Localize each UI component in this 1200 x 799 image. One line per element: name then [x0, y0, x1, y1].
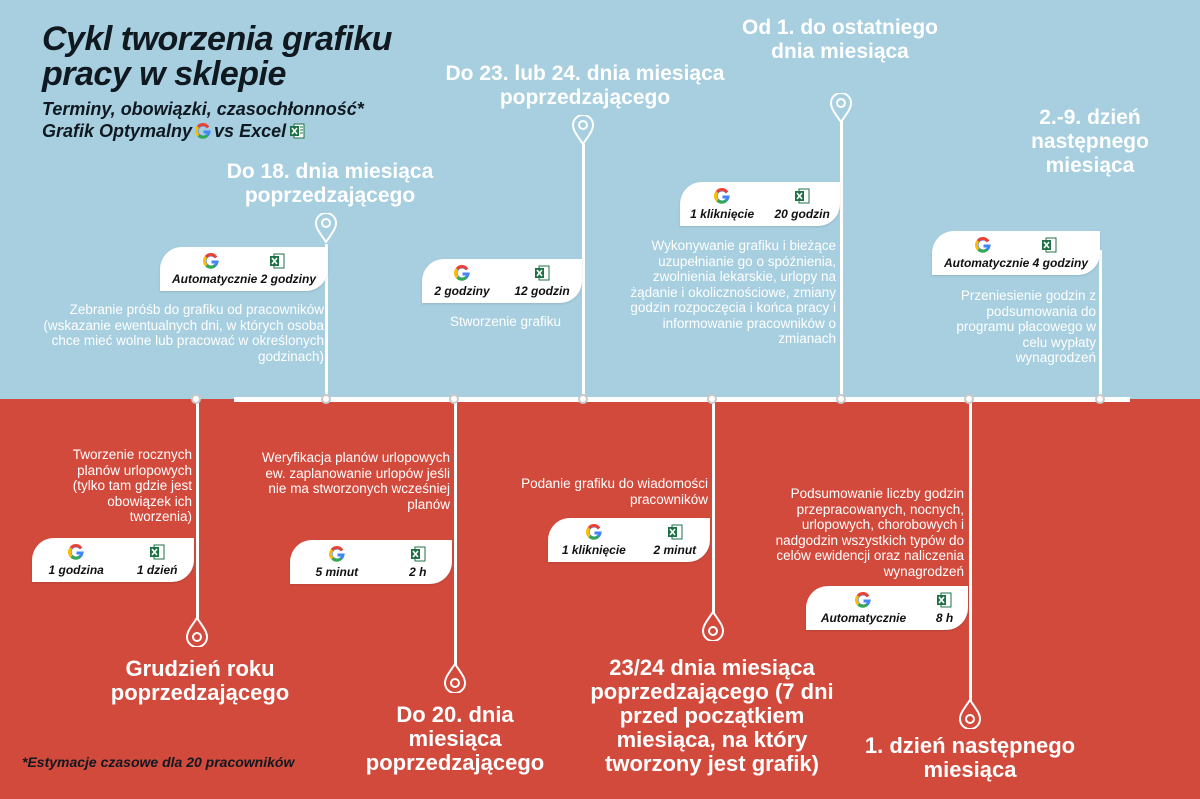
- axis-dot: [191, 394, 201, 404]
- step-heading-bottom-4: 1. dzień następnego miesiąca: [864, 733, 1076, 782]
- connector-top-4: [1099, 250, 1102, 400]
- google-logo-icon: [195, 123, 211, 139]
- time-card-bottom-2: [290, 540, 452, 584]
- step-description-top-3: Wykonywanie grafiku i bieżące uzupełnianie go o spóźnienia, zwolnienia lekarskie, urlopy na żądanie i okolicznościowe, zmiany godzin rozpoczęcia i końca pracy i informowanie pracowników o zmianach: [630, 238, 836, 346]
- google-logo-icon: [586, 524, 602, 540]
- map-pin-icon: [702, 611, 724, 641]
- google-logo-icon: [975, 237, 991, 253]
- axis-dot: [321, 394, 331, 404]
- step-heading-top-2: Do 23. lub 24. dnia miesiąca poprzedzającego: [445, 62, 725, 109]
- time-excel: 2 h: [409, 564, 427, 579]
- map-pin-icon: [444, 663, 466, 693]
- map-pin-icon: [830, 93, 852, 123]
- connector-bottom-3: [712, 400, 715, 614]
- step-heading-bottom-3: 23/24 dnia miesiąca poprzedzającego (7 dni przed początkiem miesiąca, na który tworzony jest grafik): [590, 655, 834, 776]
- time-google: Automatycznie 2 godziny: [171, 271, 317, 286]
- step-description-bottom-3: Podanie grafiku do wiadomości pracowników: [521, 476, 708, 507]
- subtitle-brand: Grafik Optymalny: [42, 121, 193, 141]
- excel-logo-icon: [667, 524, 683, 540]
- time-excel: 20 godzin: [774, 206, 830, 221]
- google-logo-icon: [68, 544, 84, 560]
- excel-logo-icon: [936, 592, 952, 608]
- time-google: 1 kliknięcie: [561, 542, 626, 557]
- step-description-bottom-4: Podsumowanie liczby godzin przepracowanych, nocnych, urlopowych, chorobowych i nadgodzin wszystkich typów do celów ewidencji oraz naliczenia wynagrodzeń: [775, 486, 964, 579]
- step-description-top-4: Przeniesienie godzin z podsumowania do programu płacowego w celu wypłaty wynagrodzeń: [956, 288, 1096, 365]
- excel-logo-icon: [794, 188, 810, 204]
- step-description-top-1: Zebranie próśb do grafiku od pracowników (wskazanie ewentualnych dni, w których osoba chce mieć wolne lub pracować w określonych godzinach): [43, 302, 324, 364]
- time-google: Automatycznie: [820, 610, 907, 625]
- time-card-top-1: [160, 247, 328, 291]
- connector-top-3: [840, 120, 843, 400]
- axis-dot: [707, 394, 717, 404]
- excel-logo-icon: [269, 253, 285, 269]
- excel-logo-icon: [410, 546, 426, 562]
- connector-bottom-4: [969, 400, 972, 702]
- map-pin-icon: [315, 213, 337, 243]
- timeline-axis: [234, 397, 1130, 402]
- step-heading-bottom-1: Grudzień roku poprzedzającego: [110, 656, 290, 705]
- step-description-top-2: Stworzenie grafiku: [450, 314, 562, 329]
- step-description-bottom-2: Weryfikacja planów urlopowych ew. zaplanowanie urlopów jeśli nie ma stworzonych wcześniej planów: [261, 450, 450, 512]
- step-description-bottom-1: Tworzenie rocznych planów urlopowych (tylko tam gdzie jest obowiązek ich tworzenia): [72, 447, 192, 524]
- step-heading-top-1: Do 18. dnia miesiąca poprzedzającego: [226, 160, 434, 207]
- subtitle: [42, 98, 442, 142]
- excel-logo-icon: [149, 544, 165, 560]
- google-logo-icon: [855, 592, 871, 608]
- time-google: 1 kliknięcie: [690, 206, 755, 221]
- time-excel: 1 dzień: [136, 562, 178, 577]
- axis-dot: [1095, 394, 1105, 404]
- time-google: 5 minut: [315, 564, 359, 579]
- map-pin-icon: [186, 617, 208, 647]
- axis-dot: [836, 394, 846, 404]
- page-title: Cykl tworzenia grafiku pracy w sklepie: [42, 20, 392, 93]
- map-pin-icon: [959, 699, 981, 729]
- step-heading-top-4: 2.-9. dzień następnego miesiąca: [1031, 106, 1149, 177]
- axis-dot: [964, 394, 974, 404]
- google-logo-icon: [454, 265, 470, 281]
- axis-dot: [578, 394, 588, 404]
- map-pin-icon: [572, 115, 594, 145]
- time-google: 2 godziny: [434, 283, 490, 298]
- time-google: Automatycznie 4 godziny: [943, 255, 1089, 270]
- time-card-top-4: [932, 231, 1100, 275]
- time-excel: 2 minut: [653, 542, 697, 557]
- connector-bottom-2: [454, 400, 457, 666]
- time-google: 1 godzina: [48, 562, 104, 577]
- time-excel: 12 godzin: [514, 283, 570, 298]
- excel-logo-icon: [289, 123, 305, 139]
- axis-dot: [449, 394, 459, 404]
- google-logo-icon: [329, 546, 345, 562]
- subtitle-line-1: Terminy, obowiązki, czasochłonność*: [42, 99, 364, 119]
- footnote: *Estymacje czasowe dla 20 pracowników: [22, 754, 295, 770]
- connector-top-2: [582, 144, 585, 400]
- time-excel: 8 h: [935, 610, 954, 625]
- time-card-bottom-1: [32, 538, 194, 582]
- step-heading-top-3: Od 1. do ostatniego dnia miesiąca: [741, 16, 938, 63]
- google-logo-icon: [203, 253, 219, 269]
- subtitle-excel-text: vs Excel: [214, 121, 287, 141]
- time-card-bottom-4: [806, 586, 968, 630]
- time-card-top-3: [680, 182, 840, 226]
- subtitle-line-2: [42, 120, 442, 142]
- google-logo-icon: [714, 188, 730, 204]
- step-heading-bottom-2: Do 20. dnia miesiąca poprzedzającego: [365, 702, 545, 775]
- excel-logo-icon: [534, 265, 550, 281]
- time-card-bottom-3: [548, 518, 710, 562]
- connector-bottom-1: [196, 400, 199, 620]
- time-card-top-2: [422, 259, 582, 303]
- excel-logo-icon: [1041, 237, 1057, 253]
